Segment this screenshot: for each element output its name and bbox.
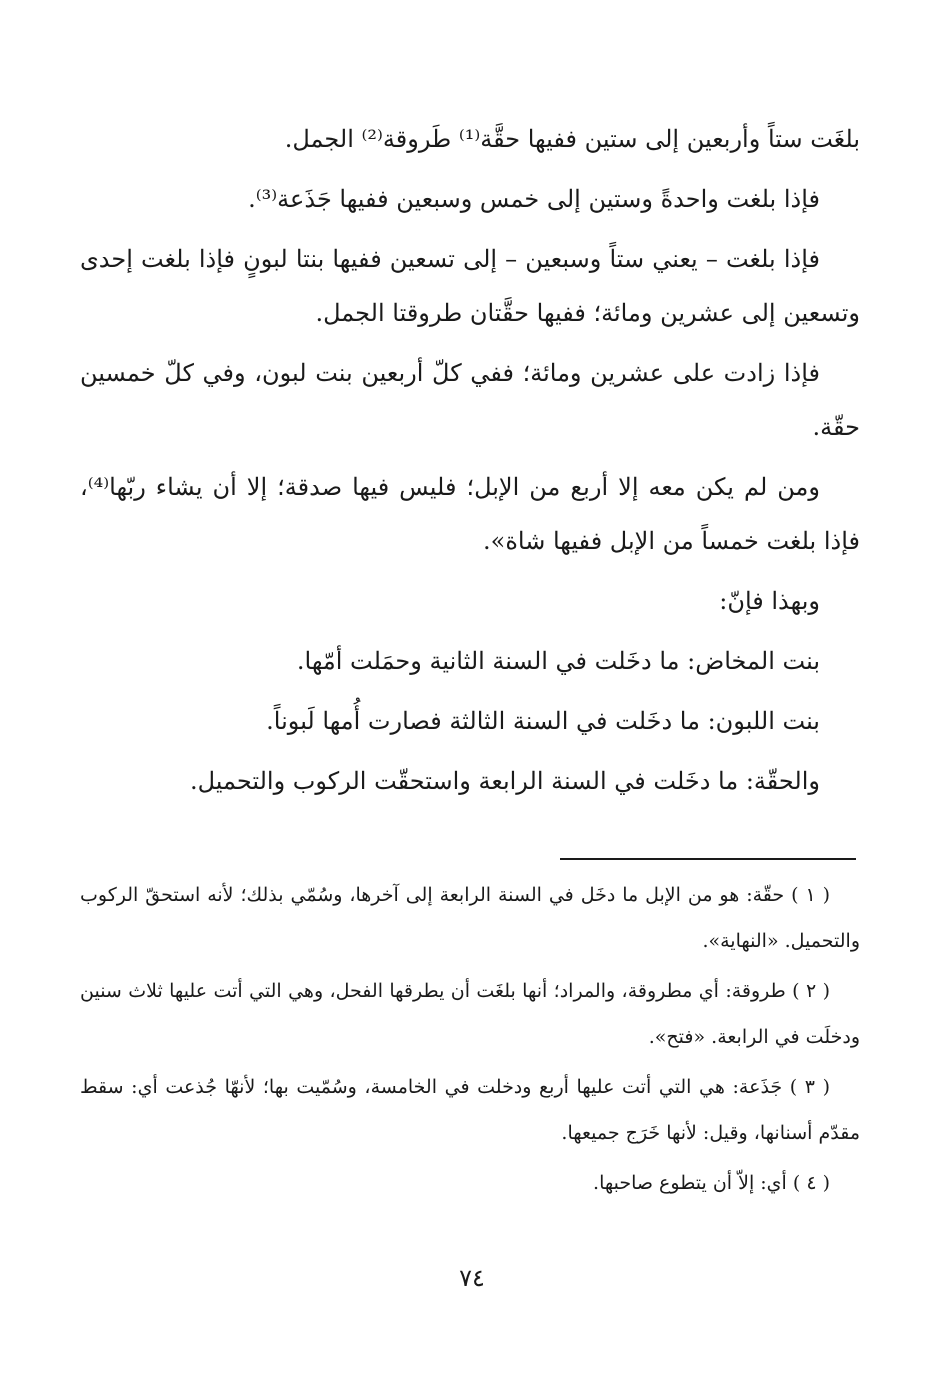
page-number: ٧٤ [459, 1264, 485, 1292]
paragraph-5: ومن لم يكن معه إلا أربع من الإبل؛ فليس فيها صدقة؛ إلا أن يشاء ربّها⁽⁴⁾، فإذا بلغت خمساً من الإبل ففيها شاة». [80, 473, 860, 555]
paragraph-6: وبهذا فإنّ: [719, 587, 820, 615]
paragraph-1: بلغَت ستاً وأربعين إلى ستين ففيها حقَّة⁽¹⁾ طَروقة⁽²⁾ الجمل. [284, 125, 860, 153]
paragraph-2: فإذا بلغت واحدةً وستين إلى خمس وسبعين ففيها جَذَعة⁽³⁾. [248, 185, 820, 213]
footnote-3: ( ٣ ) جَذَعة: هي التي أتت عليها أربع ودخلت في الخامسة، وسُمّيت بها؛ لأنهّا جُذعت أي: سقط مقدّم أسنانها، وقيل: لأنها خَرَج جميعها. [80, 1076, 860, 1144]
main-text [80, 112, 860, 814]
paragraph-4: فإذا زادت على عشرين ومائة؛ ففي كلّ أربعين بنت لبون، وفي كلّ خمسين حقّة. [80, 359, 860, 441]
paragraph-3: فإذا بلغت – يعني ستاً وسبعين – إلى تسعين ففيها بنتا لبونٍ فإذا بلغت إحدى وتسعين إلى عشرين ومائة؛ ففيها حقَّتان طروقتا الجمل. [80, 245, 860, 327]
definition-hiqqa: والحقّة: ما دخَلت في السنة الرابعة واستحقّت الركوب والتحميل. [189, 767, 820, 795]
footnote-divider [560, 858, 856, 860]
definition-bint-labun: بنت اللبون: ما دخَلت في السنة الثالثة فصارت أُمها لَبوناً. [266, 707, 820, 735]
footnote-2: ( ٢ ) طروقة: أي مطروقة، والمراد؛ أنها بلغَت أن يطرقها الفحل، وهي التي أتت عليها ثلاث سنين ودخلَت في الرابعة. «فتح». [80, 980, 860, 1048]
footnote-4: ( ٤ ) أي: إلاّ أن يتطوع صاحبها. [593, 1172, 830, 1194]
footnotes [80, 872, 860, 1210]
definition-bint-makhad: بنت المخاض: ما دخَلت في السنة الثانية وحمَلت أمّها. [296, 647, 820, 675]
footnote-1: ( ١ ) حقّة: هو من الإبل ما دخَل في السنة الرابعة إلى آخرها، وسُمّي بذلك؛ لأنه استحقّ الركوب والتحميل. «النهاية». [80, 884, 860, 952]
